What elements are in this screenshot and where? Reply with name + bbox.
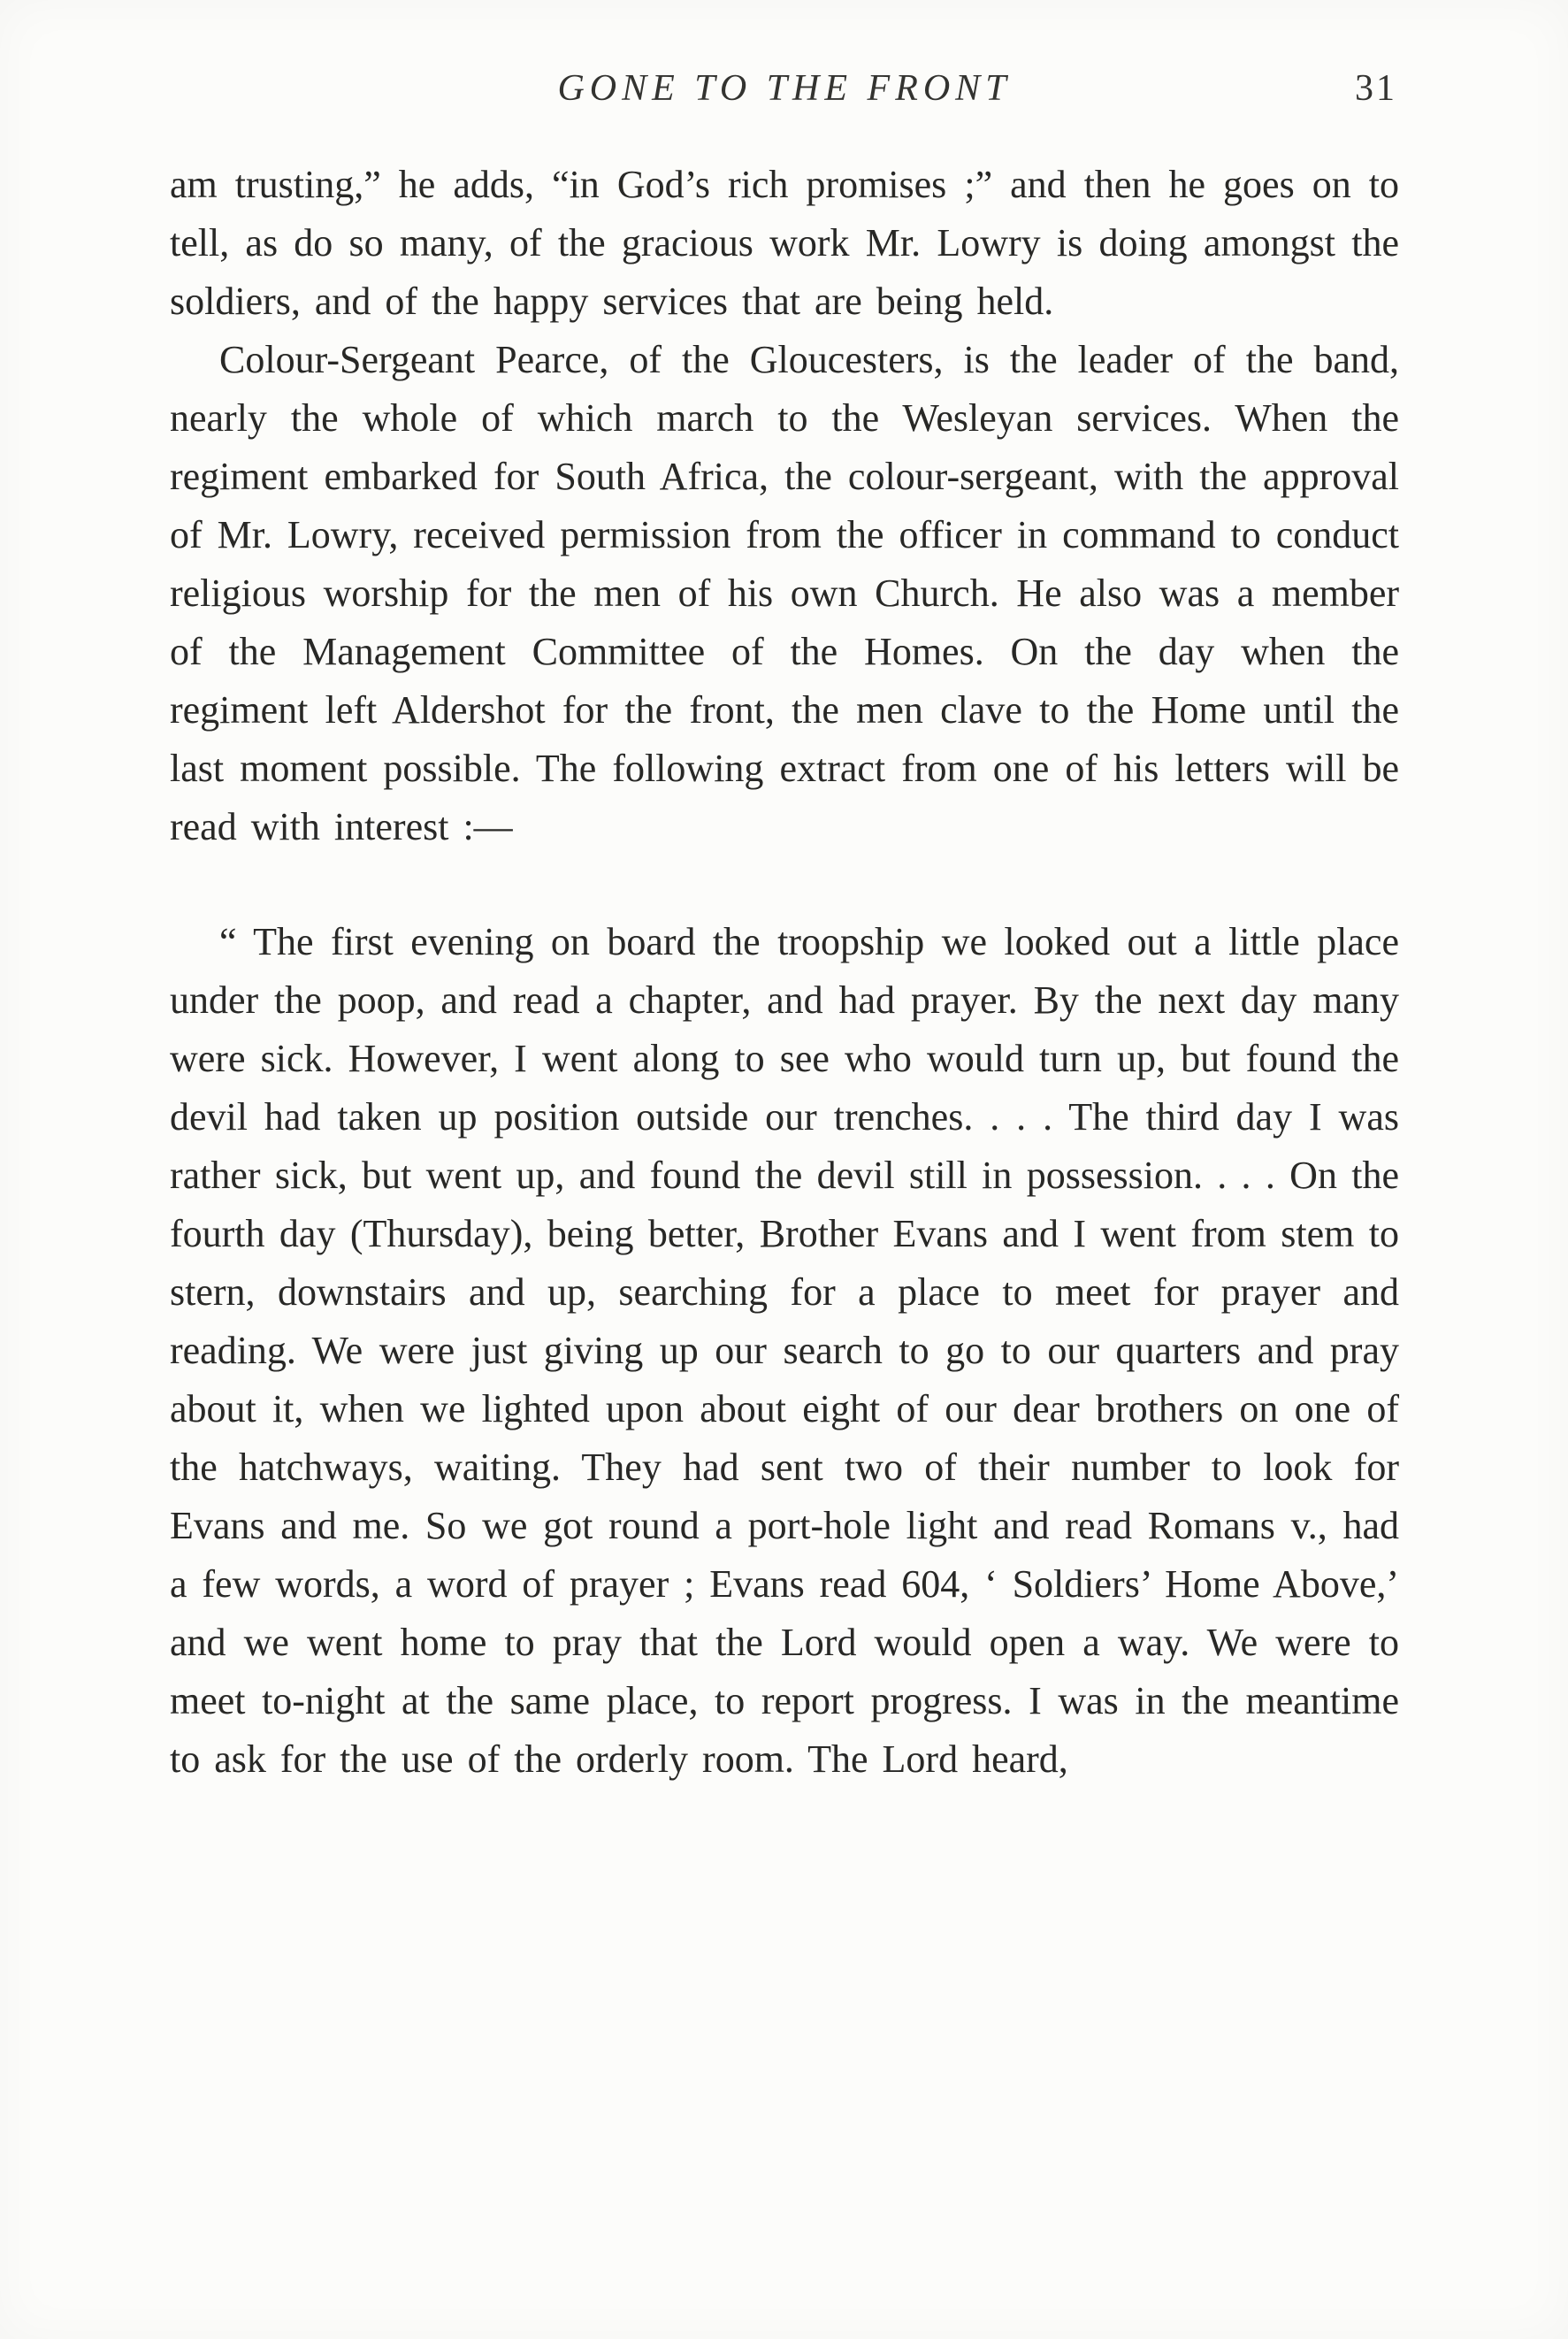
paragraph: Colour-Sergeant Pearce, of the Gloucesters, is the leader of the band, nearly the whole of which march to the Wesleyan services. When the regiment embarked for South Africa, the colour-sergeant, with the approval of Mr. Lowry, received permission from the officer in command to conduct religious worship for the men of his own Church. He also was a member of the Management Committee of the Homes. On the day when the regiment left Aldershot for the front, the men clave to the Home until the last moment possible. The following extract from one of his letters will be read with interest :— — [170, 338, 1399, 848]
letter-extract-paragraph: “ The first evening on board the troopship we looked out a little place under the poop, and read a chapter, and had prayer. By the next day many were sick. However, I went along to see who would turn up, but found the devil had taken up position outside our trenches. . . . The third day I was rather sick, but went up, and found the devil still in possession. . . . On the fourth day (Thursday), being better, Brother Evans and I went from stem to stern, downstairs and up, searching for a place to meet for prayer and reading. We were just giving up our search to go to our quarters and pray about it, when we lighted upon about eight of our dear brothers on one of the hatchways, waiting. They had sent two of their number to look for Evans and me. So we got round a port-hole light and read Romans v., had a few words, a word of prayer ; Evans read 604, ‘ Soldiers’ Home Above,’ and we went home to pray that the Lord would open a way. We were to meet to-night at the same place, to report progress. I was in the meantime to ask for the use of the orderly room. The Lord heard, — [170, 920, 1399, 1781]
running-header-title: GONE TO THE FRONT — [557, 68, 1012, 109]
text-block — [170, 67, 1399, 1789]
page-number: 31 — [1355, 68, 1397, 109]
paragraph-continuation: am trusting,” he adds, “in God’s rich promises ;” and then he goes on to tell, as do so many, of the gracious work Mr. Lowry is doing amongst the soldiers, and of the happy services that are being held. — [170, 163, 1399, 323]
body-text — [170, 156, 1399, 1789]
running-header — [170, 67, 1399, 119]
